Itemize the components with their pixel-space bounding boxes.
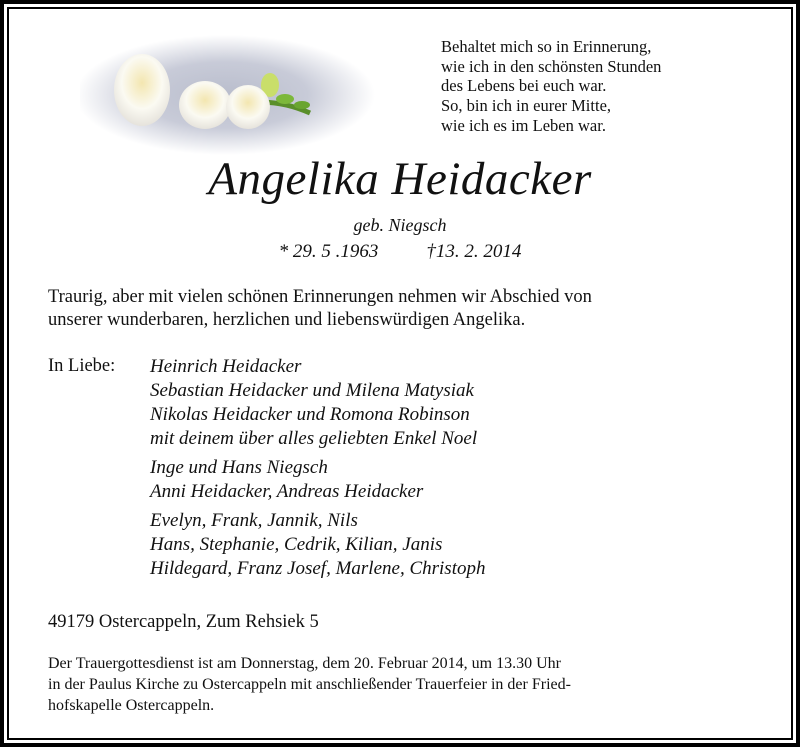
service-info	[48, 653, 571, 716]
life-dates	[0, 241, 800, 263]
service-line: in der Paulus Kirche zu Ostercappeln mit anschließender Trauerfeier in der Fried-	[48, 676, 571, 693]
poem-line: wie ich es im Leben war.	[441, 115, 606, 135]
mourner-line: Heinrich Heidacker	[150, 356, 302, 377]
mourners-label: In Liebe:	[48, 356, 116, 376]
mourner-group	[150, 355, 477, 451]
mourner-line: Inge und Hans Niegsch	[150, 457, 328, 478]
address: 49179 Ostercappeln, Zum Rehsiek 5	[48, 612, 319, 632]
flower-image	[80, 35, 390, 155]
service-line: Der Trauergottesdienst ist am Donnerstag, dem 20. Februar 2014, um 13.30 Uhr	[48, 655, 561, 672]
poem-line: Behaltet mich so in Erinnerung,	[441, 37, 652, 56]
mourner-group	[150, 509, 485, 581]
poem-line: wie ich in den schönsten Stunden	[441, 56, 662, 76]
intro-line: unserer wunderbaren, herzlichen und liebenswürdigen Angelika.	[48, 310, 526, 330]
maiden-name: geb. Niegsch	[353, 215, 447, 235]
intro-text	[48, 286, 592, 332]
poem-line: So, bin ich in eurer Mitte,	[441, 96, 612, 116]
mourner-line: Evelyn, Frank, Jannik, Nils	[150, 510, 358, 531]
birth-date: * 29. 5 .1963	[278, 241, 379, 262]
intro-line: Traurig, aber mit vielen schönen Erinnerungen nehmen wir Abschied von	[48, 287, 592, 307]
mourner-line: Anni Heidacker, Andreas Heidacker	[150, 481, 424, 502]
mourner-line: mit deinem über alles geliebten Enkel Noel	[150, 428, 478, 449]
mourner-group	[150, 456, 423, 504]
mourner-line: Hildegard, Franz Josef, Marlene, Christoph	[150, 558, 486, 579]
death-date: †13. 2. 2014	[426, 241, 522, 262]
poem-line: des Lebens bei euch war.	[441, 76, 607, 96]
mourner-line: Hans, Stephanie, Cedrik, Kilian, Janis	[150, 534, 443, 555]
service-line: hofskapelle Ostercappeln.	[48, 697, 215, 714]
memorial-poem	[441, 37, 661, 136]
mourner-line: Sebastian Heidacker und Milena Matysiak	[150, 380, 474, 401]
deceased-name: Angelika Heidacker	[208, 153, 592, 205]
mourner-line: Nikolas Heidacker und Romona Robinson	[150, 404, 470, 425]
